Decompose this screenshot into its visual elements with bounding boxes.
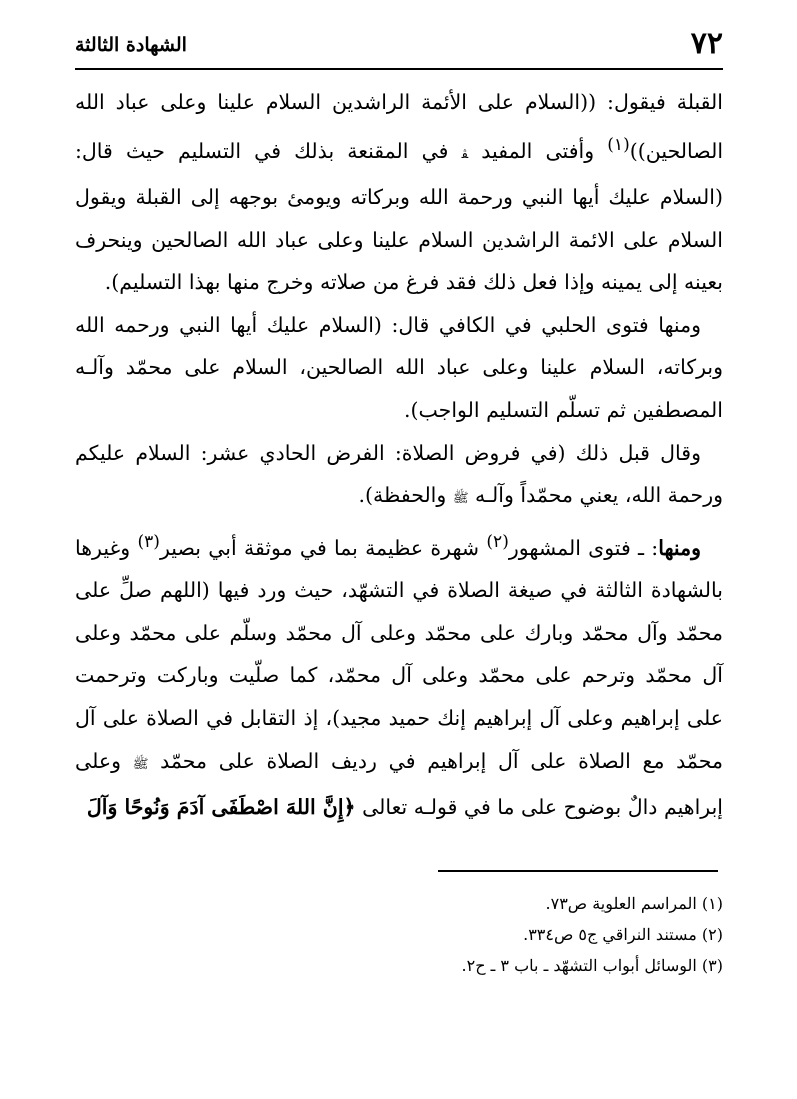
paragraph-4-lead: ومنها [658,535,701,560]
honorific-glyph: ﷺ [452,491,469,507]
footnotes [75,888,723,981]
header-rule [75,68,723,70]
footnote-1: (١) المراسم العلوية ص٧٣. [545,894,723,913]
footnote-2: (٢) مستند النراقي ج٥ ص٣٣٤. [523,925,723,944]
honorific-glyph: ﭭ [461,146,469,162]
footnote-ref-1: (١) [607,134,630,155]
paragraph-1 [75,81,723,304]
paragraph-4-text-a: : ـ فتوى المشهور [508,535,659,560]
running-title: الشهادة الثالثة [75,34,187,56]
page-header [75,24,723,64]
paragraph-4 [75,521,723,829]
paragraph-3-text-b: والحفظة). [358,483,453,508]
paragraph-1-text-a: القبلة فيقول: ((السلام على الأئمة الراشدين السلام علينا وعلى عباد الله الصالحين)) [75,90,724,163]
quran-verse: ﴿إِنَّ اللهَ اصْطَفَى آدَمَ وَنُوحًا وَآلَ [86,795,356,820]
body-text [75,81,723,829]
paragraph-3 [75,432,723,521]
paragraph-3-text-a: وقال قبل ذلك (في فروض الصلاة: الفرض الحادي عشر: السلام عليكم ورحمة الله، يعني محمّداً وآلـه [75,440,723,508]
footnote-ref-2: (٢) [486,531,509,552]
page-number: ٧٢ [690,26,723,61]
paragraph-4-text-c: وغيرها بالشهادة الثالثة في صيغة الصلاة في التشهّد، حيث ورد فيها (اللهم صلِّ على محمّد وآل محمّد وبارك على محمّد وعلى آل محمّد وسلّم على محمّد وعلى آل محمّد وترحم على محمّد وعلى آل محمّد، كما صلّيت وباركت وترحمت على إبراهيم وعلى آل إبراهيم إنك حميد مجيد)، إذ التقابل في الصلاة على آل محمّد مع الصلاة على آل إبراهيم في رديف الصلاة على محمّد [75,535,723,773]
paragraph-4-text-d: وعلى إبراهيم دالٌ بوضوح على ما في قولـه تعالى [75,748,723,820]
footnote-rule [438,870,718,872]
footnote-3: (٣) الوسائل أبواب التشهّد ـ باب ٣ ـ ح٢. [461,956,723,975]
paragraph-1-text-c: في المقنعة بذلك في التسليم حيث قال: (السلام عليك أيها النبي ورحمة الله وبركاته ويومئ بوجهه إلى القبلة ويقول السلام على الائمة الراشدين السلام علينا وعلى عباد الله الصالحين وينحرف بعينه إلى يمينه وإذا فعل ذلك فقد فرغ من صلاته وخرج منها بهذا التسليم). [75,138,723,295]
paragraph-2: ومنها فتوى الحلبي في الكافي قال: (السلام عليك أيها النبي ورحمه الله وبركاته، السلام علينا وعلى عباد الله الصالحين، السلام على محمّد وآلـه المصطفين ثم تسلّم التسليم الواجب). [75,312,723,422]
paragraph-1-text-b: وأفتى المفيد [468,138,608,163]
footnote-ref-3: (٣) [137,531,160,552]
paragraph-4-text-b: شهرة عظيمة بما في موثقة أبي بصير [159,535,487,560]
honorific-glyph: ﷺ [132,756,149,772]
